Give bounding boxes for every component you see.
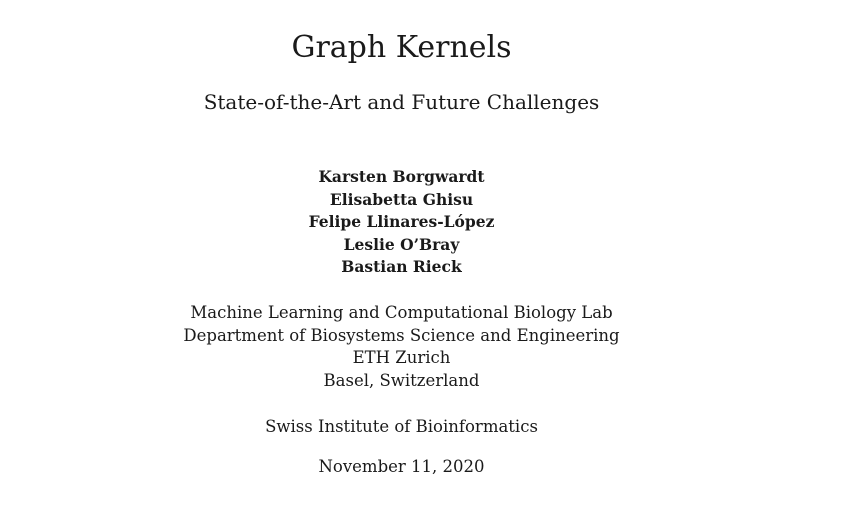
affiliation-line: Machine Learning and Computational Biology Lab bbox=[190, 303, 613, 322]
author-name: Karsten Borgwardt bbox=[318, 167, 485, 186]
document-date: November 11, 2020 bbox=[318, 457, 485, 476]
document-subtitle: State-of-the-Art and Future Challenges bbox=[203, 90, 600, 114]
affiliation-line: ETH Zurich bbox=[352, 348, 451, 367]
affiliation-block bbox=[0, 302, 803, 392]
author-name: Elisabetta Ghisu bbox=[329, 189, 474, 209]
affiliation-line: Department of Biosystems Science and Engineering bbox=[183, 325, 620, 345]
author-name: Leslie O’Bray bbox=[343, 234, 460, 254]
institute-line: Swiss Institute of Bioinformatics bbox=[265, 417, 538, 436]
affiliation-line: Basel, Switzerland bbox=[323, 370, 480, 390]
author-list bbox=[0, 166, 803, 279]
document-title: Graph Kernels bbox=[291, 30, 512, 65]
author-name: Felipe Llinares-López bbox=[308, 212, 495, 231]
author-name: Bastian Rieck bbox=[341, 257, 462, 276]
